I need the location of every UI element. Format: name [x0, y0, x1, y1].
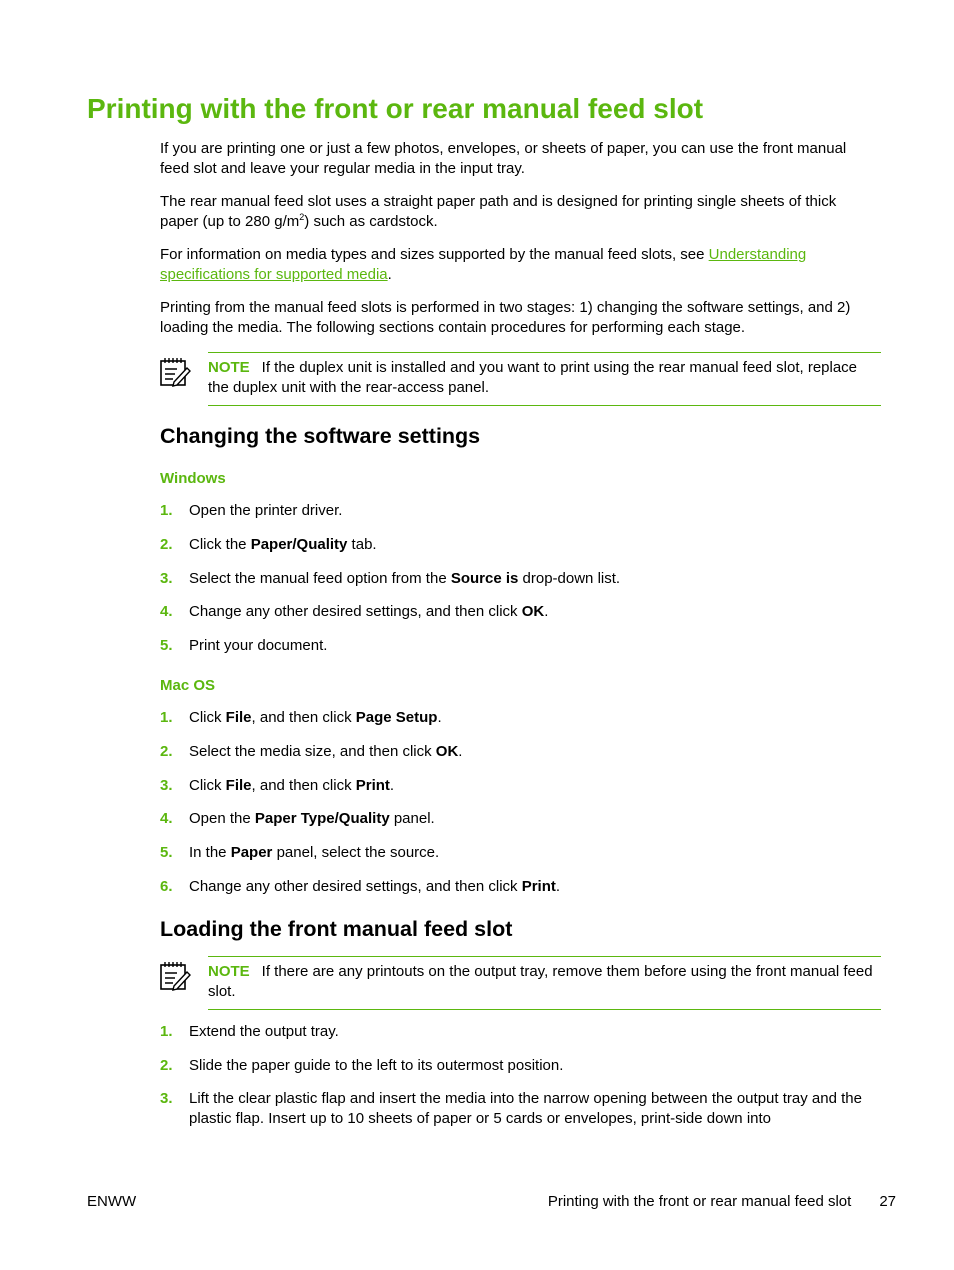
list-item — [160, 776, 875, 796]
note-pad-icon — [159, 355, 191, 387]
note-text: If the duplex unit is installed and you want to print using the rear manual feed slot, replace the duplex unit with the rear-access panel. — [208, 359, 858, 396]
step-text — [189, 877, 875, 897]
note-duplex — [208, 352, 881, 406]
note-label: NOTE — [208, 359, 250, 376]
step-text — [189, 776, 875, 796]
step-text-bold: OK — [521, 603, 545, 620]
note-text: If there are any printouts on the output tray, remove them before using the front manual feed slot. — [208, 963, 873, 1000]
step-text-bold: Print — [521, 878, 556, 895]
step-text-part: Slide the paper guide to the left to its outermost position. — [189, 1057, 564, 1074]
step-number: 5. — [160, 637, 173, 654]
step-text-part: Select the media size, and then click — [189, 743, 436, 760]
step-text-part: , and then click — [251, 777, 356, 794]
superscript: 2 — [299, 212, 305, 222]
intro-p2-text-end: ) such as cardstock. — [304, 213, 438, 230]
step-text-part: Print your document. — [189, 637, 328, 654]
step-number: 4. — [160, 603, 173, 620]
step-text-part: . — [555, 878, 561, 895]
heading-loading-front-slot: Loading the front manual feed slot — [160, 917, 513, 941]
step-text — [189, 809, 875, 829]
step-text-bold: File — [225, 777, 252, 794]
step-text-bold: Page Setup — [355, 709, 438, 726]
step-text-bold: Paper Type/Quality — [254, 810, 390, 827]
step-text-part: In the — [189, 844, 231, 861]
intro-paragraph-3 — [160, 245, 860, 285]
step-text — [189, 501, 875, 521]
step-text-part: . — [437, 709, 442, 726]
step-number: 3. — [160, 777, 173, 794]
step-text-part: Select the manual feed option from the — [189, 570, 451, 587]
intro-p3-text: For information on media types and sizes supported by the manual feed slots, see — [160, 246, 709, 263]
step-number: 3. — [160, 1090, 173, 1107]
step-text-part: Click the — [189, 536, 251, 553]
step-number: 1. — [160, 1023, 173, 1040]
step-text-bold: File — [225, 709, 252, 726]
list-item — [160, 569, 875, 589]
step-text — [189, 1056, 875, 1076]
list-item — [160, 809, 875, 829]
step-text-bold: OK — [435, 743, 459, 760]
heading-windows: Windows — [160, 470, 226, 487]
step-text-part: tab. — [347, 536, 377, 553]
step-text-bold: Source is — [450, 570, 519, 587]
intro-paragraph-1: If you are printing one or just a few photos, envelopes, or sheets of paper, you can use the front manual feed slot and leave your regular media in the input tray. — [160, 140, 847, 177]
step-text-part: . — [458, 743, 463, 760]
step-text-part: Click — [189, 777, 226, 794]
step-text — [189, 569, 875, 589]
heading-mac-os: Mac OS — [160, 677, 216, 694]
step-number: 5. — [160, 844, 173, 861]
step-text-part: Click — [189, 709, 226, 726]
step-number: 2. — [160, 536, 173, 553]
list-item — [160, 843, 875, 863]
step-text-part: Open the — [189, 810, 255, 827]
step-text-part: , and then click — [251, 709, 356, 726]
step-text-part: . — [544, 603, 549, 620]
footer-right — [548, 1192, 896, 1212]
step-number: 1. — [160, 502, 173, 519]
list-item — [160, 636, 875, 656]
step-text-part: Open the printer driver. — [189, 502, 343, 519]
step-number: 1. — [160, 709, 173, 726]
note-output-tray — [208, 956, 881, 1010]
step-text-part: Extend the output tray. — [189, 1023, 339, 1040]
step-text-bold: Paper — [230, 844, 273, 861]
list-item — [160, 1089, 875, 1129]
page-title: Printing with the front or rear manual feed slot — [87, 93, 704, 124]
list-item — [160, 708, 875, 728]
list-item — [160, 1022, 875, 1042]
step-text-part: panel, select the source. — [272, 844, 440, 861]
heading-software-settings: Changing the software settings — [160, 424, 481, 448]
note-label: NOTE — [208, 963, 250, 980]
list-item — [160, 1056, 875, 1076]
list-item — [160, 535, 875, 555]
page-number: 27 — [879, 1193, 896, 1210]
step-number: 2. — [160, 1057, 173, 1074]
step-number: 6. — [160, 878, 173, 895]
step-text-part: Change any other desired settings, and then click — [189, 603, 522, 620]
step-text-part: Change any other desired settings, and then click — [189, 878, 522, 895]
note-pad-icon — [159, 959, 191, 991]
list-item — [160, 742, 875, 762]
step-text — [189, 1089, 875, 1129]
step-text — [189, 708, 875, 728]
step-text — [189, 602, 875, 622]
step-number: 2. — [160, 743, 173, 760]
intro-p2-text: The rear manual feed slot uses a straight paper path and is designed for printing single sheets of thick paper (up to 280 g/m — [160, 193, 837, 230]
intro-paragraph-2 — [160, 192, 860, 232]
footer-chapter-title: Printing with the front or rear manual feed slot — [547, 1193, 852, 1210]
list-item — [160, 501, 875, 521]
step-number: 4. — [160, 810, 173, 827]
step-text — [189, 636, 875, 656]
step-number: 3. — [160, 570, 173, 587]
step-text-bold: Print — [355, 777, 390, 794]
step-text-part: drop-down list. — [518, 570, 621, 587]
intro-paragraph-4: Printing from the manual feed slots is performed in two stages: 1) changing the software settings, and 2) loading the media. The following sections contain procedures for performing each stage. — [160, 299, 851, 336]
step-text — [189, 1022, 875, 1042]
step-text-part: Lift the clear plastic flap and insert the media into the narrow opening between the output tray and the plastic flap. Insert up to 10 sheets of paper or 5 cards or envelopes, print-side down into — [189, 1090, 862, 1127]
intro-p3-text-end: . — [387, 266, 392, 283]
step-text-part: . — [389, 777, 395, 794]
footer-left: ENWW — [87, 1193, 137, 1210]
step-text-part: panel. — [389, 810, 435, 827]
step-text — [189, 742, 875, 762]
list-item — [160, 602, 875, 622]
step-text — [189, 843, 875, 863]
specifications-link[interactable]: Understanding specifications for supported media — [160, 246, 807, 283]
list-item — [160, 877, 875, 897]
step-text — [189, 535, 875, 555]
step-text-bold: Paper/Quality — [250, 536, 348, 553]
